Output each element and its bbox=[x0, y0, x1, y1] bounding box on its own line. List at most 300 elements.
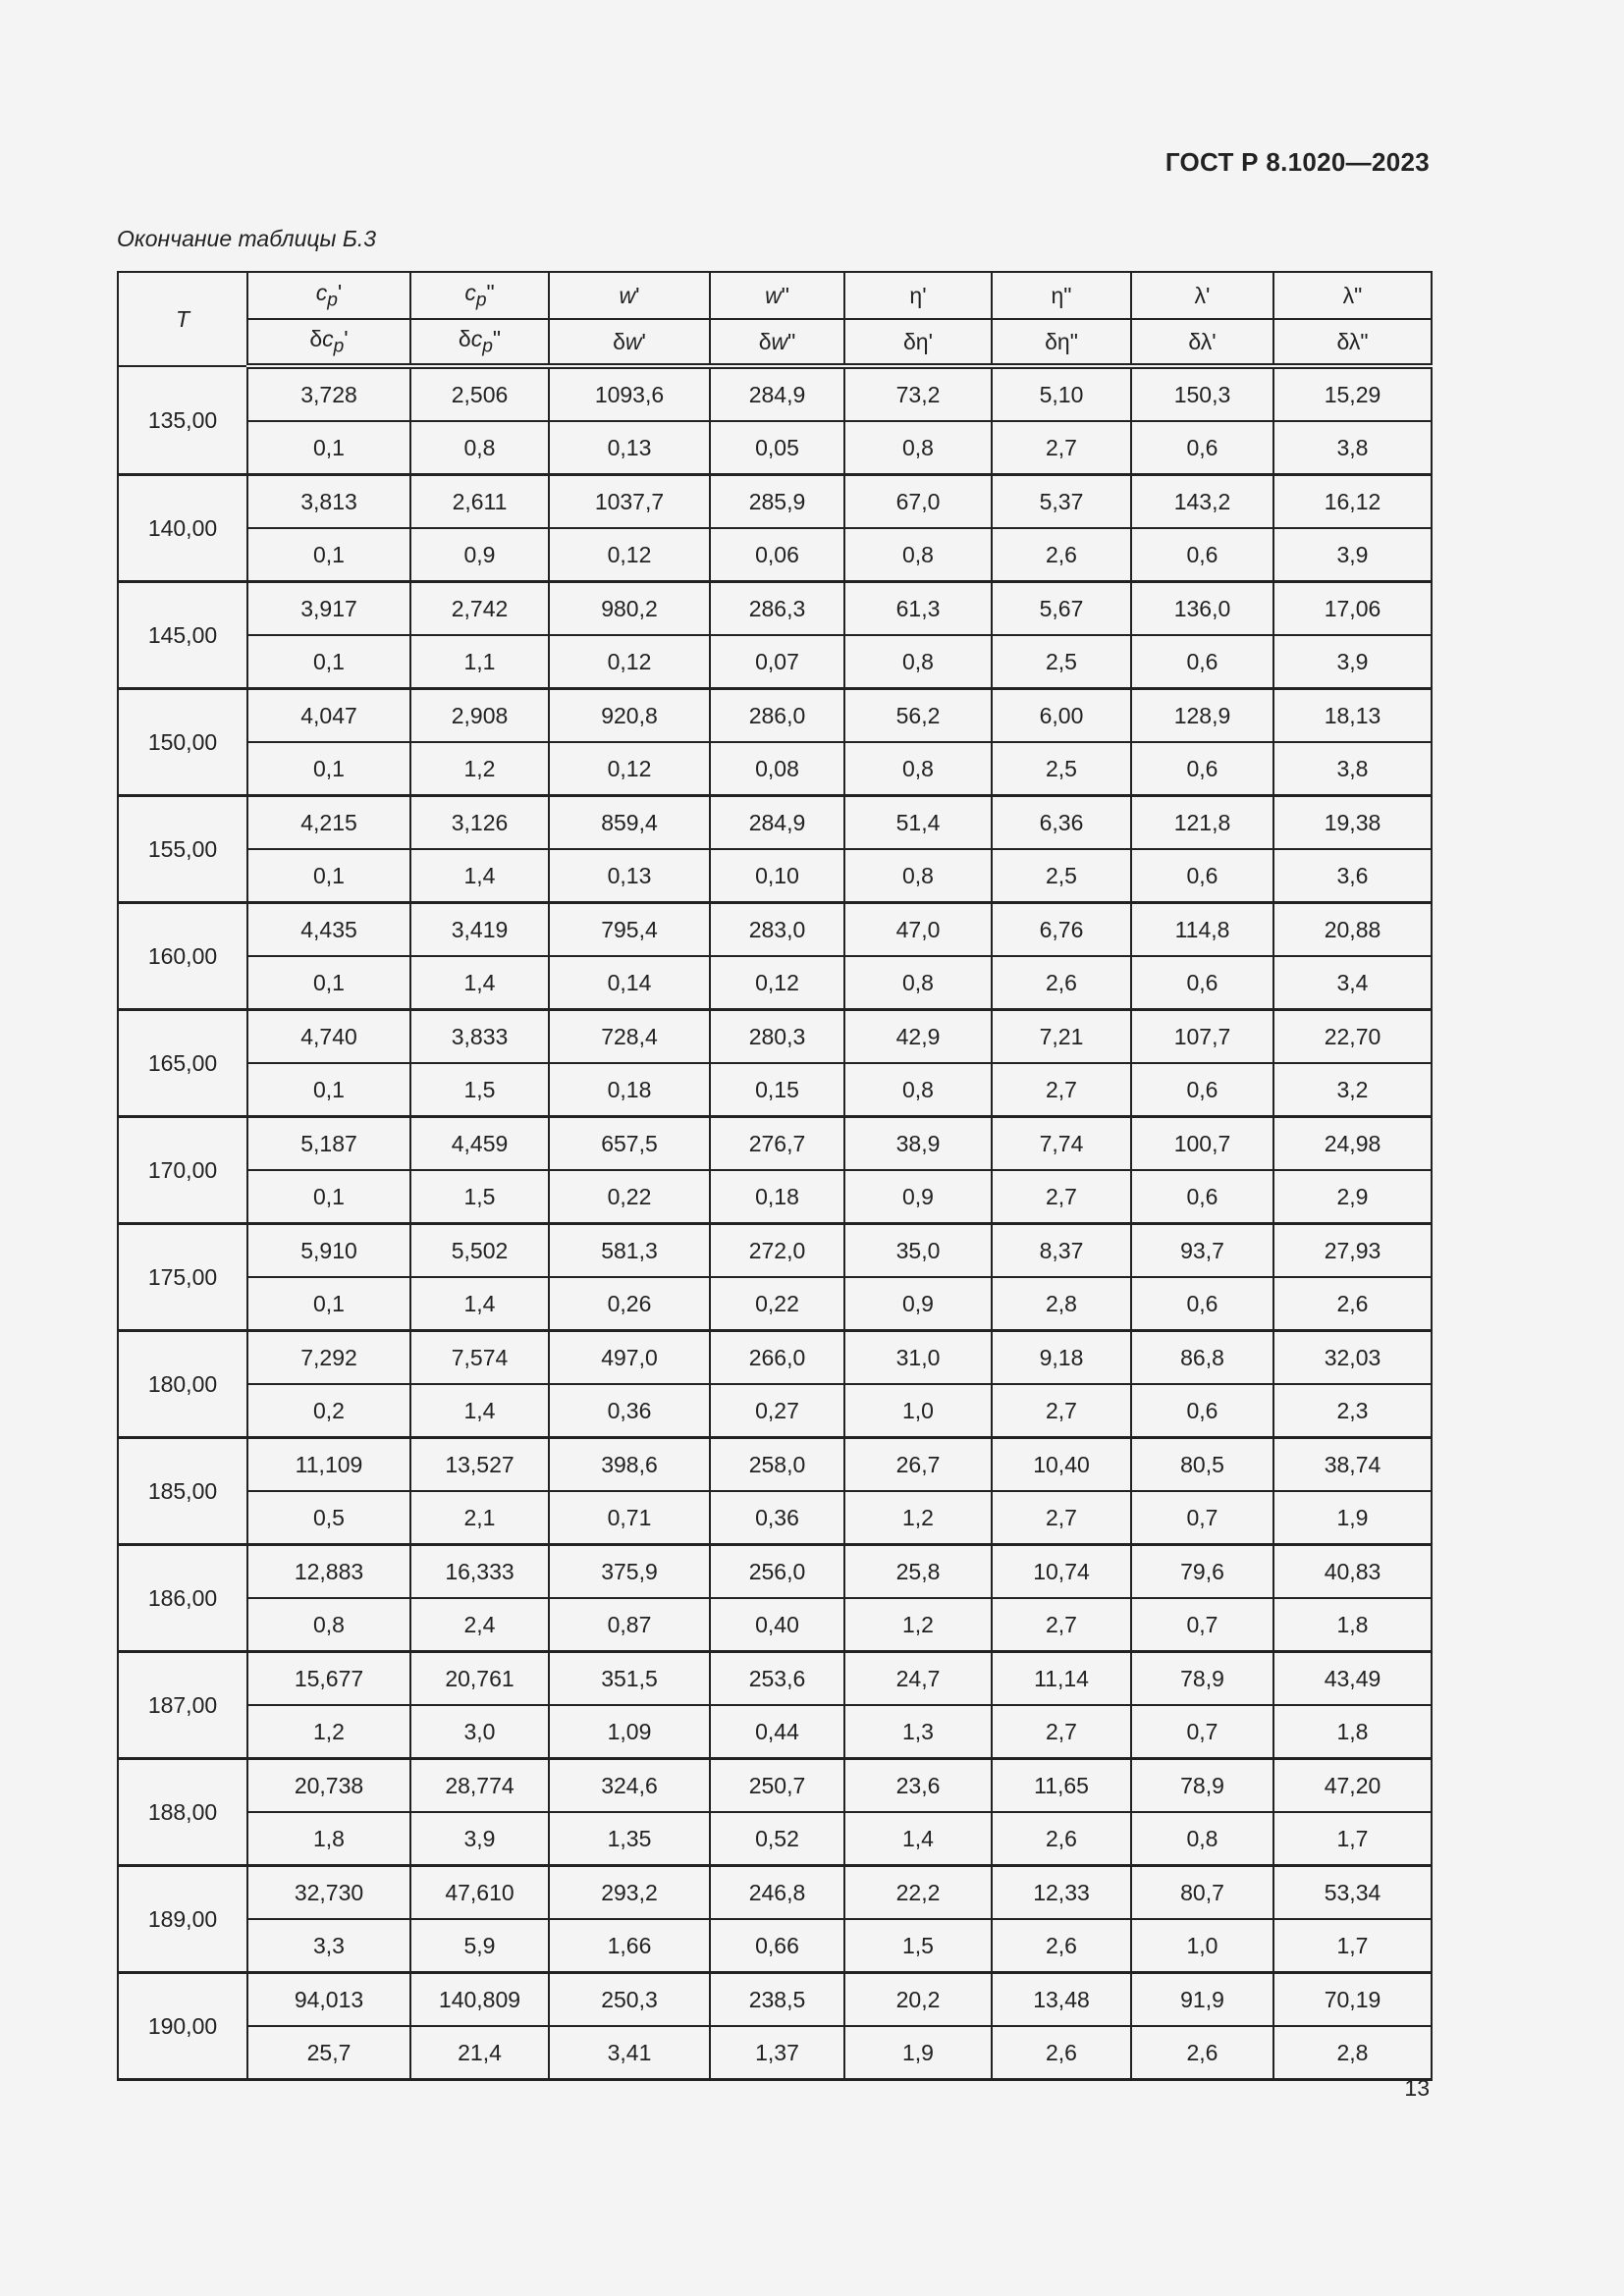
uncertainty-cell: 0,1 bbox=[247, 849, 410, 903]
uncertainty-cell: 2,7 bbox=[992, 1063, 1131, 1117]
value-cell: 286,3 bbox=[710, 582, 844, 636]
table-row bbox=[118, 1866, 1432, 1920]
value-cell: 42,9 bbox=[844, 1010, 992, 1064]
uncertainty-cell: 2,5 bbox=[992, 635, 1131, 689]
value-cell: 6,00 bbox=[992, 689, 1131, 743]
uncertainty-cell: 2,7 bbox=[992, 1705, 1131, 1759]
uncertainty-cell: 0,71 bbox=[549, 1491, 710, 1545]
value-cell: 38,9 bbox=[844, 1117, 992, 1171]
value-cell: 3,833 bbox=[410, 1010, 549, 1064]
value-cell: 250,3 bbox=[549, 1973, 710, 2027]
value-cell: 276,7 bbox=[710, 1117, 844, 1171]
data-table bbox=[117, 271, 1433, 2081]
value-cell: 283,0 bbox=[710, 903, 844, 957]
value-cell: 5,187 bbox=[247, 1117, 410, 1171]
uncertainty-cell: 1,7 bbox=[1273, 1919, 1432, 1973]
uncertainty-cell: 0,1 bbox=[247, 528, 410, 582]
table-row-uncertainty bbox=[118, 1705, 1432, 1759]
value-cell: 114,8 bbox=[1131, 903, 1273, 957]
uncertainty-cell: 0,1 bbox=[247, 1063, 410, 1117]
header-eta-vapor: η" bbox=[992, 272, 1131, 319]
uncertainty-cell: 0,44 bbox=[710, 1705, 844, 1759]
header-delta-w-liquid: δw' bbox=[549, 319, 710, 366]
uncertainty-cell: 0,12 bbox=[710, 956, 844, 1010]
value-cell: 253,6 bbox=[710, 1652, 844, 1706]
value-cell: 4,435 bbox=[247, 903, 410, 957]
uncertainty-cell: 3,0 bbox=[410, 1705, 549, 1759]
value-cell: 121,8 bbox=[1131, 796, 1273, 850]
standard-code: ГОСТ Р 8.1020—2023 bbox=[1164, 147, 1430, 177]
uncertainty-cell: 1,4 bbox=[410, 1277, 549, 1331]
temperature-cell: 190,00 bbox=[118, 1973, 247, 2080]
uncertainty-cell: 2,9 bbox=[1273, 1170, 1432, 1224]
uncertainty-cell: 0,8 bbox=[844, 956, 992, 1010]
uncertainty-cell: 0,1 bbox=[247, 742, 410, 796]
uncertainty-cell: 0,8 bbox=[844, 421, 992, 475]
uncertainty-cell: 0,9 bbox=[410, 528, 549, 582]
table-row bbox=[118, 1652, 1432, 1706]
value-cell: 94,013 bbox=[247, 1973, 410, 2027]
uncertainty-cell: 0,2 bbox=[247, 1384, 410, 1438]
uncertainty-cell: 1,2 bbox=[844, 1491, 992, 1545]
value-cell: 1037,7 bbox=[549, 475, 710, 529]
uncertainty-cell: 0,22 bbox=[549, 1170, 710, 1224]
uncertainty-cell: 1,4 bbox=[844, 1812, 992, 1866]
value-cell: 11,65 bbox=[992, 1759, 1131, 1813]
value-cell: 86,8 bbox=[1131, 1331, 1273, 1385]
uncertainty-cell: 2,1 bbox=[410, 1491, 549, 1545]
value-cell: 2,506 bbox=[410, 366, 549, 421]
table-row-uncertainty bbox=[118, 1384, 1432, 1438]
table-row-uncertainty bbox=[118, 849, 1432, 903]
table-row-uncertainty bbox=[118, 1063, 1432, 1117]
uncertainty-cell: 2,7 bbox=[992, 1598, 1131, 1652]
value-cell: 4,047 bbox=[247, 689, 410, 743]
uncertainty-cell: 3,8 bbox=[1273, 742, 1432, 796]
value-cell: 140,809 bbox=[410, 1973, 549, 2027]
uncertainty-cell: 2,7 bbox=[992, 1491, 1131, 1545]
table-row bbox=[118, 1545, 1432, 1599]
temperature-cell: 135,00 bbox=[118, 366, 247, 475]
table-row-uncertainty bbox=[118, 1812, 1432, 1866]
value-cell: 324,6 bbox=[549, 1759, 710, 1813]
temperature-cell: 155,00 bbox=[118, 796, 247, 903]
uncertainty-cell: 1,0 bbox=[844, 1384, 992, 1438]
header-delta-cp-vapor: $\delta c_p$" bbox=[410, 319, 549, 366]
uncertainty-cell: 0,6 bbox=[1131, 956, 1273, 1010]
value-cell: 5,502 bbox=[410, 1224, 549, 1278]
uncertainty-cell: 3,41 bbox=[549, 2026, 710, 2080]
value-cell: 12,33 bbox=[992, 1866, 1131, 1920]
header-delta-w-vapor: δw" bbox=[710, 319, 844, 366]
uncertainty-cell: 0,12 bbox=[549, 528, 710, 582]
uncertainty-cell: 2,6 bbox=[1273, 1277, 1432, 1331]
value-cell: 497,0 bbox=[549, 1331, 710, 1385]
value-cell: 150,3 bbox=[1131, 366, 1273, 421]
value-cell: 107,7 bbox=[1131, 1010, 1273, 1064]
header-delta-eta-liquid: δη' bbox=[844, 319, 992, 366]
table-row-uncertainty bbox=[118, 1491, 1432, 1545]
value-cell: 47,20 bbox=[1273, 1759, 1432, 1813]
table-row-uncertainty bbox=[118, 635, 1432, 689]
uncertainty-cell: 2,5 bbox=[992, 849, 1131, 903]
value-cell: 920,8 bbox=[549, 689, 710, 743]
value-cell: 238,5 bbox=[710, 1973, 844, 2027]
uncertainty-cell: 0,18 bbox=[710, 1170, 844, 1224]
value-cell: 4,740 bbox=[247, 1010, 410, 1064]
uncertainty-cell: 0,9 bbox=[844, 1170, 992, 1224]
value-cell: 284,9 bbox=[710, 366, 844, 421]
table-row-uncertainty bbox=[118, 1919, 1432, 1973]
value-cell: 5,910 bbox=[247, 1224, 410, 1278]
value-cell: 5,10 bbox=[992, 366, 1131, 421]
value-cell: 6,36 bbox=[992, 796, 1131, 850]
value-cell: 16,333 bbox=[410, 1545, 549, 1599]
header-lambda-vapor: λ" bbox=[1273, 272, 1432, 319]
uncertainty-cell: 0,5 bbox=[247, 1491, 410, 1545]
temperature-cell: 187,00 bbox=[118, 1652, 247, 1759]
value-cell: 26,7 bbox=[844, 1438, 992, 1492]
temperature-cell: 150,00 bbox=[118, 689, 247, 796]
page-number: 13 bbox=[1404, 2075, 1430, 2101]
value-cell: 20,738 bbox=[247, 1759, 410, 1813]
value-cell: 272,0 bbox=[710, 1224, 844, 1278]
header-eta-liquid: η' bbox=[844, 272, 992, 319]
value-cell: 32,730 bbox=[247, 1866, 410, 1920]
value-cell: 12,883 bbox=[247, 1545, 410, 1599]
uncertainty-cell: 5,9 bbox=[410, 1919, 549, 1973]
temperature-cell: 175,00 bbox=[118, 1224, 247, 1331]
table-row bbox=[118, 1759, 1432, 1813]
uncertainty-cell: 0,36 bbox=[549, 1384, 710, 1438]
value-cell: 128,9 bbox=[1131, 689, 1273, 743]
uncertainty-cell: 2,7 bbox=[992, 421, 1131, 475]
value-cell: 56,2 bbox=[844, 689, 992, 743]
uncertainty-cell: 1,8 bbox=[1273, 1705, 1432, 1759]
uncertainty-cell: 1,5 bbox=[410, 1170, 549, 1224]
value-cell: 80,7 bbox=[1131, 1866, 1273, 1920]
value-cell: 9,18 bbox=[992, 1331, 1131, 1385]
temperature-cell: 189,00 bbox=[118, 1866, 247, 1973]
value-cell: 2,611 bbox=[410, 475, 549, 529]
uncertainty-cell: 0,66 bbox=[710, 1919, 844, 1973]
temperature-cell: 180,00 bbox=[118, 1331, 247, 1438]
value-cell: 15,677 bbox=[247, 1652, 410, 1706]
uncertainty-cell: 2,8 bbox=[992, 1277, 1131, 1331]
value-cell: 53,34 bbox=[1273, 1866, 1432, 1920]
header-w-liquid: w' bbox=[549, 272, 710, 319]
uncertainty-cell: 0,36 bbox=[710, 1491, 844, 1545]
uncertainty-cell: 0,1 bbox=[247, 1277, 410, 1331]
table-row-uncertainty bbox=[118, 956, 1432, 1010]
temperature-cell: 160,00 bbox=[118, 903, 247, 1010]
table-row bbox=[118, 1117, 1432, 1171]
table-row bbox=[118, 475, 1432, 529]
value-cell: 5,67 bbox=[992, 582, 1131, 636]
temperature-cell: 140,00 bbox=[118, 475, 247, 582]
value-cell: 22,70 bbox=[1273, 1010, 1432, 1064]
value-cell: 2,908 bbox=[410, 689, 549, 743]
uncertainty-cell: 2,5 bbox=[992, 742, 1131, 796]
uncertainty-cell: 2,8 bbox=[1273, 2026, 1432, 2080]
table-row-uncertainty bbox=[118, 2026, 1432, 2080]
uncertainty-cell: 0,8 bbox=[247, 1598, 410, 1652]
value-cell: 285,9 bbox=[710, 475, 844, 529]
value-cell: 79,6 bbox=[1131, 1545, 1273, 1599]
table-row bbox=[118, 689, 1432, 743]
value-cell: 5,37 bbox=[992, 475, 1131, 529]
table-row-uncertainty bbox=[118, 742, 1432, 796]
table-row bbox=[118, 582, 1432, 636]
uncertainty-cell: 0,12 bbox=[549, 635, 710, 689]
uncertainty-cell: 0,8 bbox=[844, 1063, 992, 1117]
uncertainty-cell: 25,7 bbox=[247, 2026, 410, 2080]
value-cell: 250,7 bbox=[710, 1759, 844, 1813]
value-cell: 3,728 bbox=[247, 366, 410, 421]
value-cell: 78,9 bbox=[1131, 1759, 1273, 1813]
uncertainty-cell: 0,8 bbox=[844, 635, 992, 689]
header-cp-liquid: $c_p'$ bbox=[247, 272, 410, 319]
value-cell: 28,774 bbox=[410, 1759, 549, 1813]
table-row-uncertainty bbox=[118, 528, 1432, 582]
uncertainty-cell: 0,12 bbox=[549, 742, 710, 796]
table-row-uncertainty bbox=[118, 1170, 1432, 1224]
value-cell: 24,98 bbox=[1273, 1117, 1432, 1171]
uncertainty-cell: 3,9 bbox=[1273, 528, 1432, 582]
temperature-cell: 185,00 bbox=[118, 1438, 247, 1545]
uncertainty-cell: 1,8 bbox=[1273, 1598, 1432, 1652]
uncertainty-cell: 0,6 bbox=[1131, 849, 1273, 903]
value-cell: 32,03 bbox=[1273, 1331, 1432, 1385]
uncertainty-cell: 2,7 bbox=[992, 1384, 1131, 1438]
uncertainty-cell: 0,1 bbox=[247, 1170, 410, 1224]
value-cell: 20,2 bbox=[844, 1973, 992, 2027]
value-cell: 7,21 bbox=[992, 1010, 1131, 1064]
table-row bbox=[118, 1438, 1432, 1492]
value-cell: 17,06 bbox=[1273, 582, 1432, 636]
value-cell: 24,7 bbox=[844, 1652, 992, 1706]
uncertainty-cell: 0,10 bbox=[710, 849, 844, 903]
value-cell: 40,83 bbox=[1273, 1545, 1432, 1599]
uncertainty-cell: 0,52 bbox=[710, 1812, 844, 1866]
uncertainty-cell: 0,7 bbox=[1131, 1491, 1273, 1545]
value-cell: 100,7 bbox=[1131, 1117, 1273, 1171]
header-cp-vapor: $c_p$" bbox=[410, 272, 549, 319]
uncertainty-cell: 1,2 bbox=[410, 742, 549, 796]
value-cell: 351,5 bbox=[549, 1652, 710, 1706]
value-cell: 136,0 bbox=[1131, 582, 1273, 636]
uncertainty-cell: 0,8 bbox=[844, 742, 992, 796]
uncertainty-cell: 0,07 bbox=[710, 635, 844, 689]
uncertainty-cell: 0,7 bbox=[1131, 1598, 1273, 1652]
value-cell: 78,9 bbox=[1131, 1652, 1273, 1706]
uncertainty-cell: 0,08 bbox=[710, 742, 844, 796]
temperature-cell: 145,00 bbox=[118, 582, 247, 689]
value-cell: 7,574 bbox=[410, 1331, 549, 1385]
uncertainty-cell: 1,4 bbox=[410, 849, 549, 903]
uncertainty-cell: 1,35 bbox=[549, 1812, 710, 1866]
uncertainty-cell: 0,6 bbox=[1131, 528, 1273, 582]
uncertainty-cell: 0,05 bbox=[710, 421, 844, 475]
uncertainty-cell: 0,27 bbox=[710, 1384, 844, 1438]
uncertainty-cell: 1,0 bbox=[1131, 1919, 1273, 1973]
header-delta-lambda-vapor: δλ" bbox=[1273, 319, 1432, 366]
value-cell: 18,13 bbox=[1273, 689, 1432, 743]
value-cell: 286,0 bbox=[710, 689, 844, 743]
uncertainty-cell: 1,8 bbox=[247, 1812, 410, 1866]
header-w-vapor: w" bbox=[710, 272, 844, 319]
value-cell: 20,88 bbox=[1273, 903, 1432, 957]
uncertainty-cell: 0,6 bbox=[1131, 1063, 1273, 1117]
value-cell: 293,2 bbox=[549, 1866, 710, 1920]
uncertainty-cell: 3,2 bbox=[1273, 1063, 1432, 1117]
value-cell: 859,4 bbox=[549, 796, 710, 850]
uncertainty-cell: 2,3 bbox=[1273, 1384, 1432, 1438]
value-cell: 246,8 bbox=[710, 1866, 844, 1920]
uncertainty-cell: 0,8 bbox=[844, 849, 992, 903]
temperature-cell: 165,00 bbox=[118, 1010, 247, 1117]
uncertainty-cell: 0,13 bbox=[549, 421, 710, 475]
uncertainty-cell: 3,4 bbox=[1273, 956, 1432, 1010]
uncertainty-cell: 1,5 bbox=[410, 1063, 549, 1117]
uncertainty-cell: 0,7 bbox=[1131, 1705, 1273, 1759]
uncertainty-cell: 2,4 bbox=[410, 1598, 549, 1652]
value-cell: 19,38 bbox=[1273, 796, 1432, 850]
value-cell: 27,93 bbox=[1273, 1224, 1432, 1278]
value-cell: 7,74 bbox=[992, 1117, 1131, 1171]
uncertainty-cell: 0,6 bbox=[1131, 1384, 1273, 1438]
uncertainty-cell: 2,7 bbox=[992, 1170, 1131, 1224]
value-cell: 10,40 bbox=[992, 1438, 1131, 1492]
table-row bbox=[118, 1973, 1432, 2027]
value-cell: 11,109 bbox=[247, 1438, 410, 1492]
table-row bbox=[118, 903, 1432, 957]
value-cell: 70,19 bbox=[1273, 1973, 1432, 2027]
uncertainty-cell: 0,22 bbox=[710, 1277, 844, 1331]
uncertainty-cell: 0,8 bbox=[844, 528, 992, 582]
value-cell: 398,6 bbox=[549, 1438, 710, 1492]
uncertainty-cell: 0,26 bbox=[549, 1277, 710, 1331]
value-cell: 10,74 bbox=[992, 1545, 1131, 1599]
uncertainty-cell: 0,9 bbox=[844, 1277, 992, 1331]
value-cell: 31,0 bbox=[844, 1331, 992, 1385]
uncertainty-cell: 0,6 bbox=[1131, 1170, 1273, 1224]
value-cell: 15,29 bbox=[1273, 366, 1432, 421]
value-cell: 38,74 bbox=[1273, 1438, 1432, 1492]
uncertainty-cell: 2,6 bbox=[992, 956, 1131, 1010]
table-row-uncertainty bbox=[118, 1598, 1432, 1652]
uncertainty-cell: 3,8 bbox=[1273, 421, 1432, 475]
uncertainty-cell: 1,3 bbox=[844, 1705, 992, 1759]
value-cell: 3,126 bbox=[410, 796, 549, 850]
value-cell: 256,0 bbox=[710, 1545, 844, 1599]
value-cell: 581,3 bbox=[549, 1224, 710, 1278]
value-cell: 795,4 bbox=[549, 903, 710, 957]
uncertainty-cell: 0,06 bbox=[710, 528, 844, 582]
header-delta-eta-vapor: δη" bbox=[992, 319, 1131, 366]
uncertainty-cell: 1,2 bbox=[247, 1705, 410, 1759]
temperature-cell: 188,00 bbox=[118, 1759, 247, 1866]
value-cell: 20,761 bbox=[410, 1652, 549, 1706]
uncertainty-cell: 0,1 bbox=[247, 956, 410, 1010]
value-cell: 375,9 bbox=[549, 1545, 710, 1599]
value-cell: 657,5 bbox=[549, 1117, 710, 1171]
temperature-cell: 186,00 bbox=[118, 1545, 247, 1652]
uncertainty-cell: 1,09 bbox=[549, 1705, 710, 1759]
table-row bbox=[118, 796, 1432, 850]
uncertainty-cell: 0,13 bbox=[549, 849, 710, 903]
uncertainty-cell: 2,6 bbox=[992, 1812, 1131, 1866]
uncertainty-cell: 21,4 bbox=[410, 2026, 549, 2080]
value-cell: 7,292 bbox=[247, 1331, 410, 1385]
uncertainty-cell: 1,9 bbox=[844, 2026, 992, 2080]
uncertainty-cell: 0,6 bbox=[1131, 635, 1273, 689]
value-cell: 80,5 bbox=[1131, 1438, 1273, 1492]
uncertainty-cell: 1,9 bbox=[1273, 1491, 1432, 1545]
uncertainty-cell: 3,9 bbox=[410, 1812, 549, 1866]
table-row-uncertainty bbox=[118, 421, 1432, 475]
value-cell: 4,459 bbox=[410, 1117, 549, 1171]
uncertainty-cell: 0,1 bbox=[247, 421, 410, 475]
value-cell: 43,49 bbox=[1273, 1652, 1432, 1706]
value-cell: 25,8 bbox=[844, 1545, 992, 1599]
value-cell: 980,2 bbox=[549, 582, 710, 636]
uncertainty-cell: 3,3 bbox=[247, 1919, 410, 1973]
value-cell: 284,9 bbox=[710, 796, 844, 850]
value-cell: 51,4 bbox=[844, 796, 992, 850]
uncertainty-cell: 2,6 bbox=[992, 1919, 1131, 1973]
value-cell: 93,7 bbox=[1131, 1224, 1273, 1278]
table-row bbox=[118, 1010, 1432, 1064]
header-T: T bbox=[118, 272, 247, 366]
uncertainty-cell: 1,7 bbox=[1273, 1812, 1432, 1866]
uncertainty-cell: 0,1 bbox=[247, 635, 410, 689]
value-cell: 16,12 bbox=[1273, 475, 1432, 529]
uncertainty-cell: 2,6 bbox=[992, 528, 1131, 582]
uncertainty-cell: 0,14 bbox=[549, 956, 710, 1010]
uncertainty-cell: 0,15 bbox=[710, 1063, 844, 1117]
header-delta-lambda-liquid: δλ' bbox=[1131, 319, 1273, 366]
value-cell: 266,0 bbox=[710, 1331, 844, 1385]
uncertainty-cell: 2,6 bbox=[1131, 2026, 1273, 2080]
uncertainty-cell: 0,6 bbox=[1131, 421, 1273, 475]
table-caption: Окончание таблицы Б.3 bbox=[117, 226, 377, 251]
uncertainty-cell: 0,8 bbox=[1131, 1812, 1273, 1866]
value-cell: 4,215 bbox=[247, 796, 410, 850]
uncertainty-cell: 1,2 bbox=[844, 1598, 992, 1652]
value-cell: 3,419 bbox=[410, 903, 549, 957]
value-cell: 23,6 bbox=[844, 1759, 992, 1813]
uncertainty-cell: 0,8 bbox=[410, 421, 549, 475]
uncertainty-cell: 1,4 bbox=[410, 956, 549, 1010]
uncertainty-cell: 3,6 bbox=[1273, 849, 1432, 903]
value-cell: 258,0 bbox=[710, 1438, 844, 1492]
value-cell: 143,2 bbox=[1131, 475, 1273, 529]
table-row bbox=[118, 1331, 1432, 1385]
value-cell: 22,2 bbox=[844, 1866, 992, 1920]
value-cell: 47,0 bbox=[844, 903, 992, 957]
value-cell: 91,9 bbox=[1131, 1973, 1273, 2027]
value-cell: 13,48 bbox=[992, 1973, 1131, 2027]
uncertainty-cell: 0,6 bbox=[1131, 742, 1273, 796]
header-delta-cp-liquid: $\delta c_p'$ bbox=[247, 319, 410, 366]
value-cell: 2,742 bbox=[410, 582, 549, 636]
value-cell: 61,3 bbox=[844, 582, 992, 636]
value-cell: 73,2 bbox=[844, 366, 992, 421]
uncertainty-cell: 2,6 bbox=[992, 2026, 1131, 2080]
uncertainty-cell: 0,40 bbox=[710, 1598, 844, 1652]
header-lambda-liquid: λ' bbox=[1131, 272, 1273, 319]
